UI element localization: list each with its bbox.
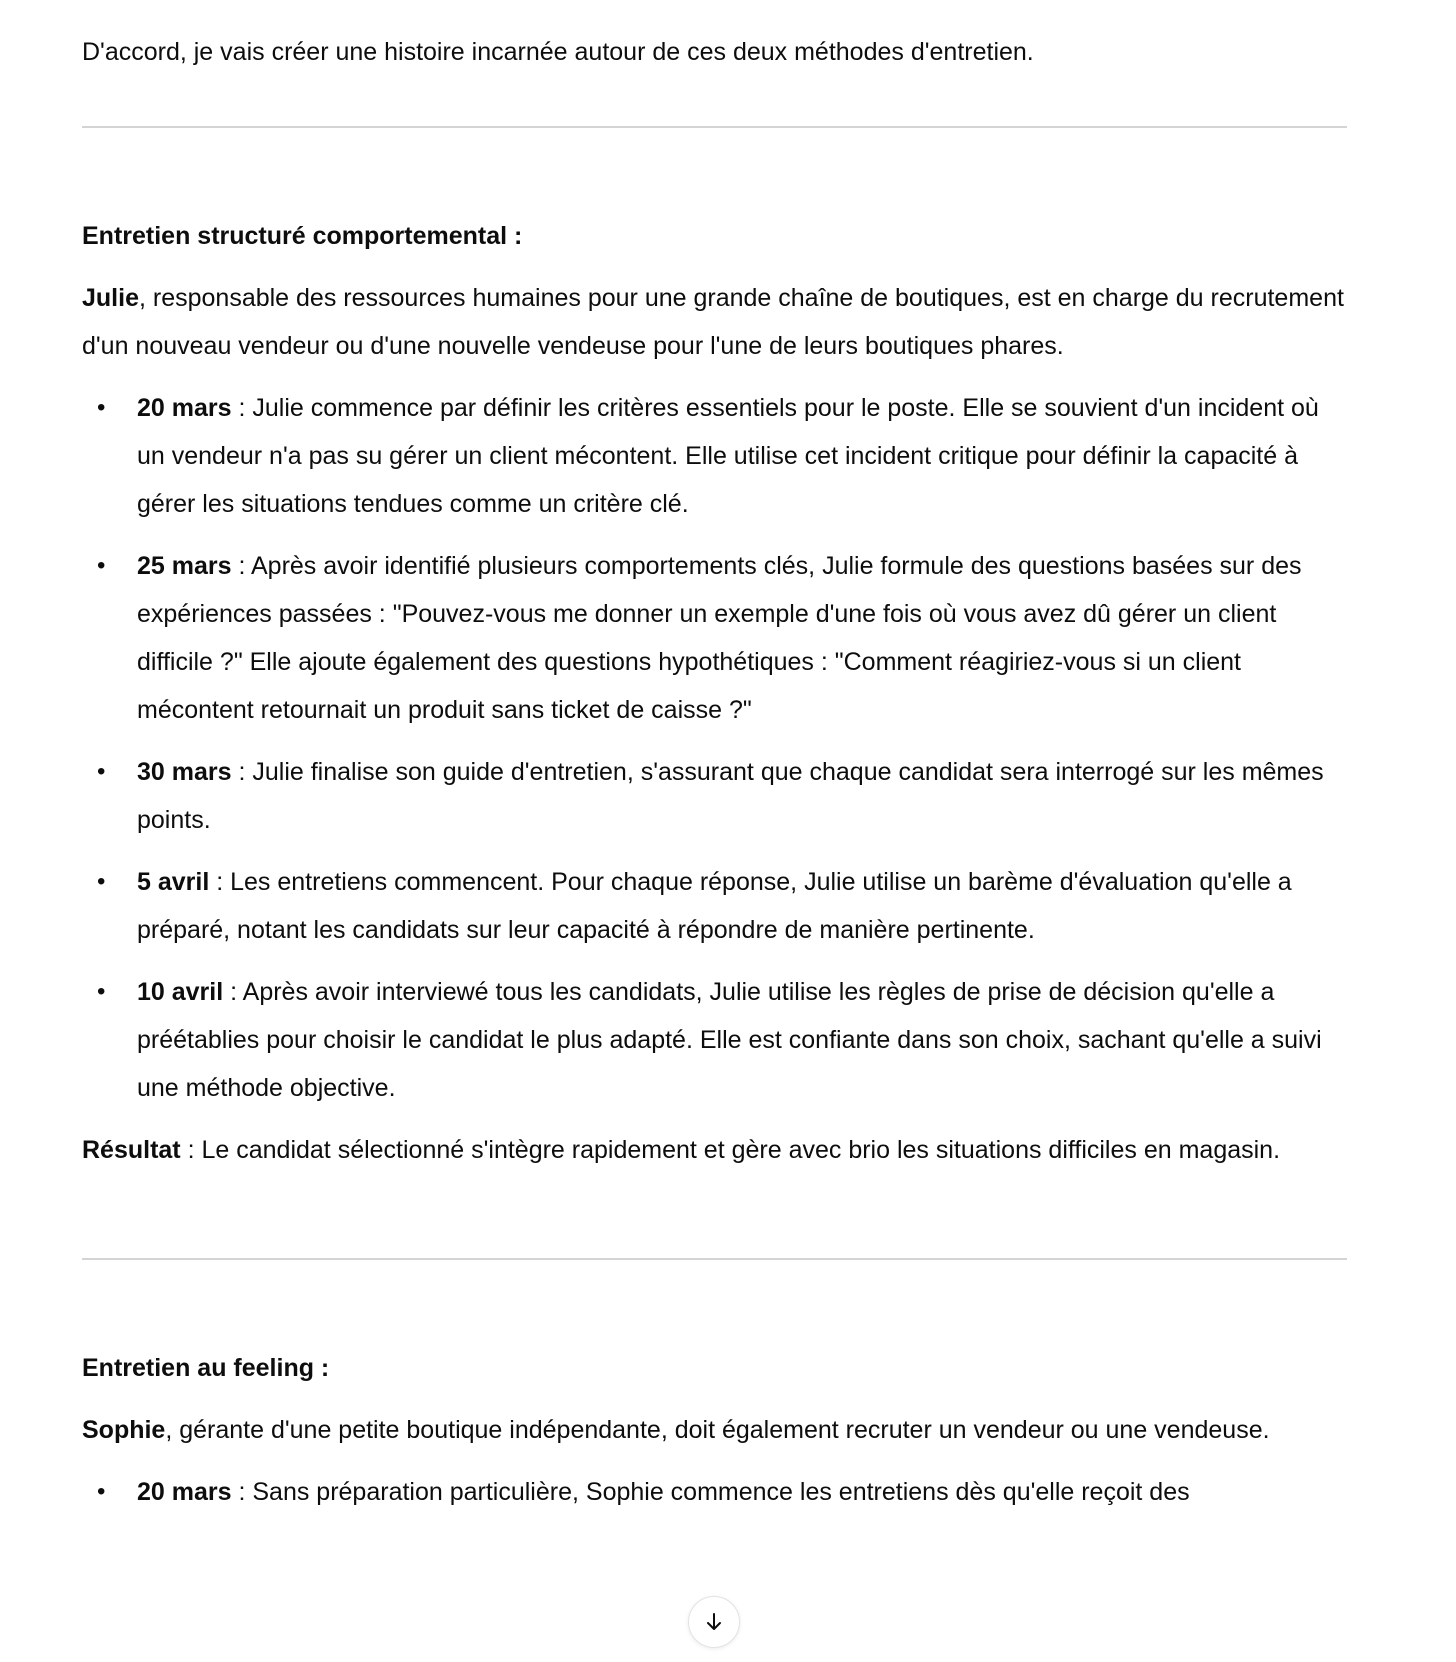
timeline-list-structured <box>82 384 1347 1112</box>
divider <box>82 126 1347 128</box>
list-item <box>82 1468 1347 1516</box>
section-title-feeling: Entretien au feeling : <box>82 1354 330 1382</box>
item-text: : Sans préparation particulière, Sophie commence les entretiens dès qu'elle reçoit des <box>231 1478 1190 1506</box>
lead-text: , gérante d'une petite boutique indépendante, doit également recruter un vendeur ou une vendeuse. <box>165 1416 1270 1444</box>
item-date: 20 mars <box>137 1478 232 1506</box>
divider <box>82 1258 1347 1260</box>
section-lead-paragraph <box>82 1406 1347 1454</box>
lead-name: Julie <box>82 284 139 312</box>
list-item <box>82 968 1347 1112</box>
section-lead-paragraph <box>82 274 1347 370</box>
result-paragraph <box>82 1126 1347 1174</box>
item-text: : Après avoir interviewé tous les candidats, Julie utilise les règles de prise de décision qu'elle a préétablies pour choisir le candidat le plus adapté. Elle est confiante dans son choix, sachant qu'elle a suivi une méthode objective. <box>137 978 1322 1102</box>
list-item <box>82 542 1347 734</box>
item-date: 5 avril <box>137 868 210 896</box>
item-text: : Julie finalise son guide d'entretien, s'assurant que chaque candidat sera interrogé sur les mêmes points. <box>137 758 1324 834</box>
bullet: • <box>97 552 106 579</box>
item-text: : Après avoir identifié plusieurs comportements clés, Julie formule des questions basées sur des expériences passées : "Pouvez-vous me donner un exemple d'une fois où vous avez dû gérer un client difficile ?" Elle ajoute également des questions hypothétiques : "Comment réagiriez-vous si un client mécontent retournait un produit sans ticket de caisse ?" <box>137 552 1302 724</box>
section-title-structured: Entretien structuré comportemental : <box>82 222 523 250</box>
list-item <box>82 384 1347 528</box>
intro-text: D'accord, je vais créer une histoire incarnée autour de ces deux méthodes d'entretien. <box>82 38 1034 66</box>
scroll-to-bottom-button[interactable] <box>688 1596 740 1648</box>
list-item <box>82 858 1347 954</box>
lead-name: Sophie <box>82 1416 166 1444</box>
item-date: 20 mars <box>137 394 232 422</box>
message-content <box>82 28 1347 1530</box>
bullet: • <box>97 394 106 421</box>
bullet: • <box>97 758 106 785</box>
item-text: : Julie commence par définir les critères essentiels pour le poste. Elle se souvient d'un incident où un vendeur n'a pas su gérer un client mécontent. Elle utilise cet incident critique pour définir la capacité à gérer les situations tendues comme un critère clé. <box>137 394 1319 518</box>
item-date: 25 mars <box>137 552 232 580</box>
bullet: • <box>97 978 106 1005</box>
arrow-down-icon <box>702 1610 726 1634</box>
item-text: : Les entretiens commencent. Pour chaque réponse, Julie utilise un barème d'évaluation qu'elle a préparé, notant les candidats sur leur capacité à répondre de manière pertinente. <box>137 868 1292 944</box>
result-text: : Le candidat sélectionné s'intègre rapidement et gère avec brio les situations difficiles en magasin. <box>180 1136 1281 1164</box>
lead-text: , responsable des ressources humaines pour une grande chaîne de boutiques, est en charge du recrutement d'un nouveau vendeur ou d'une nouvelle vendeuse pour l'une de leurs boutiques phares. <box>82 284 1344 360</box>
item-date: 30 mars <box>137 758 232 786</box>
list-item <box>82 748 1347 844</box>
timeline-list-feeling <box>82 1468 1347 1516</box>
result-label: Résultat <box>82 1136 181 1164</box>
item-date: 10 avril <box>137 978 224 1006</box>
bullet: • <box>97 868 106 895</box>
bullet: • <box>97 1478 106 1505</box>
